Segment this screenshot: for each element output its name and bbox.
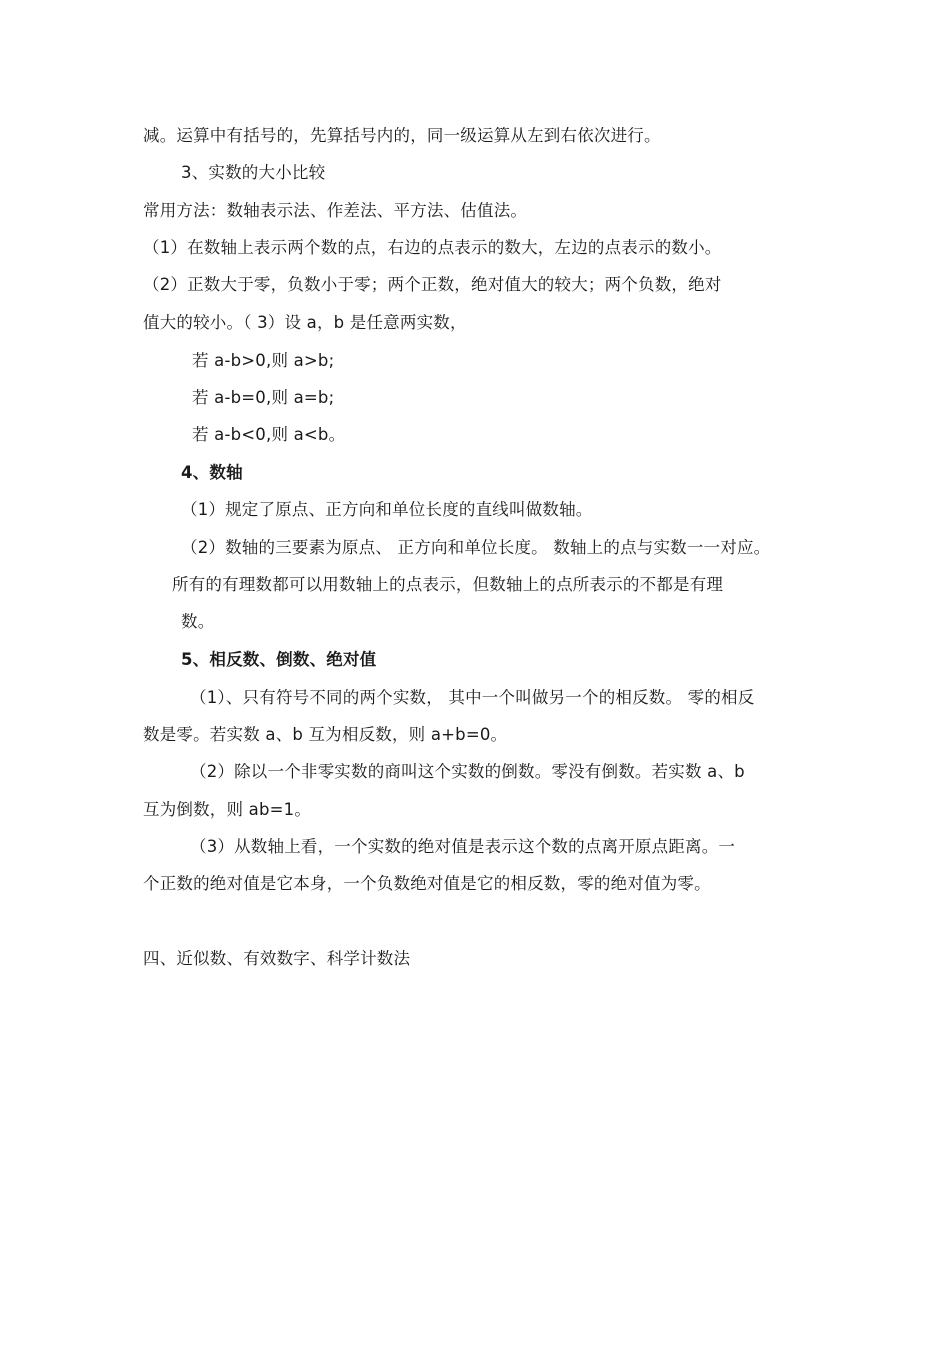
text-line-reciprocal-cont: 互为倒数，则 ab=1。 — [143, 800, 312, 819]
text-line-absolute-value: （3）从数轴上看，一个实数的绝对值是表示这个数的点离开原点距离。一 — [190, 837, 736, 856]
text-line-comparison-1: （1）在数轴上表示两个数的点，右边的点表示的数大，左边的点表示的数小。 — [143, 238, 722, 257]
text-line-absolute-value-cont: 个正数的绝对值是它本身，一个负数绝对值是它的相反数，零的绝对值为零。 — [143, 874, 711, 893]
text-line-common-methods: 常用方法：数轴表示法、作差法、平方法、估值法。 — [143, 201, 528, 220]
text-line-number-line-definition: （1）规定了原点、正方向和单位长度的直线叫做数轴。 — [181, 500, 593, 519]
section-heading-real-number-comparison: 3、实数的大小比较 — [181, 163, 326, 182]
section-heading-number-line: 4、数轴 — [181, 463, 243, 482]
text-line-rational-numbers: 所有的有理数都可以用数轴上的点表示，但数轴上的点所表示的不都是有理 — [172, 575, 724, 594]
text-line-number-line-elements: （2）数轴的三要素为原点、 正方向和单位长度。 数轴上的点与实数一一对应。 — [181, 538, 771, 557]
section-heading-opposite-reciprocal-absolute: 5、相反数、倒数、绝对值 — [181, 650, 377, 669]
text-line-operation-order: 减。运算中有括号的，先算括号内的，同一级运算从左到右依次进行。 — [143, 126, 661, 145]
section-heading-approximate-numbers: 四、近似数、有效数字、科学计数法 — [143, 949, 411, 968]
text-line-comparison-2: （2）正数大于零，负数小于零；两个正数，绝对值大的较大；两个负数，绝对 — [143, 275, 722, 294]
text-line-opposite-number: （1）、只有符号不同的两个实数， 其中一个叫做另一个的相反数。 零的相反 — [190, 688, 755, 707]
text-line-rational-numbers-cont: 数。 — [181, 612, 215, 631]
text-line-reciprocal: （2）除以一个非零实数的商叫这个实数的倒数。零没有倒数。若实数 a、b — [190, 762, 745, 781]
text-line-case-greater: 若 a-b>0,则 a>b; — [192, 351, 335, 370]
text-line-case-equal: 若 a-b=0,则 a=b; — [192, 388, 335, 407]
text-line-case-less: 若 a-b<0,则 a<b。 — [192, 425, 346, 444]
text-line-opposite-number-cont: 数是零。若实数 a、b 互为相反数，则 a+b=0。 — [143, 725, 508, 744]
text-line-comparison-2-cont: 值大的较小。（ 3）设 a，b 是任意两实数， — [143, 313, 467, 332]
